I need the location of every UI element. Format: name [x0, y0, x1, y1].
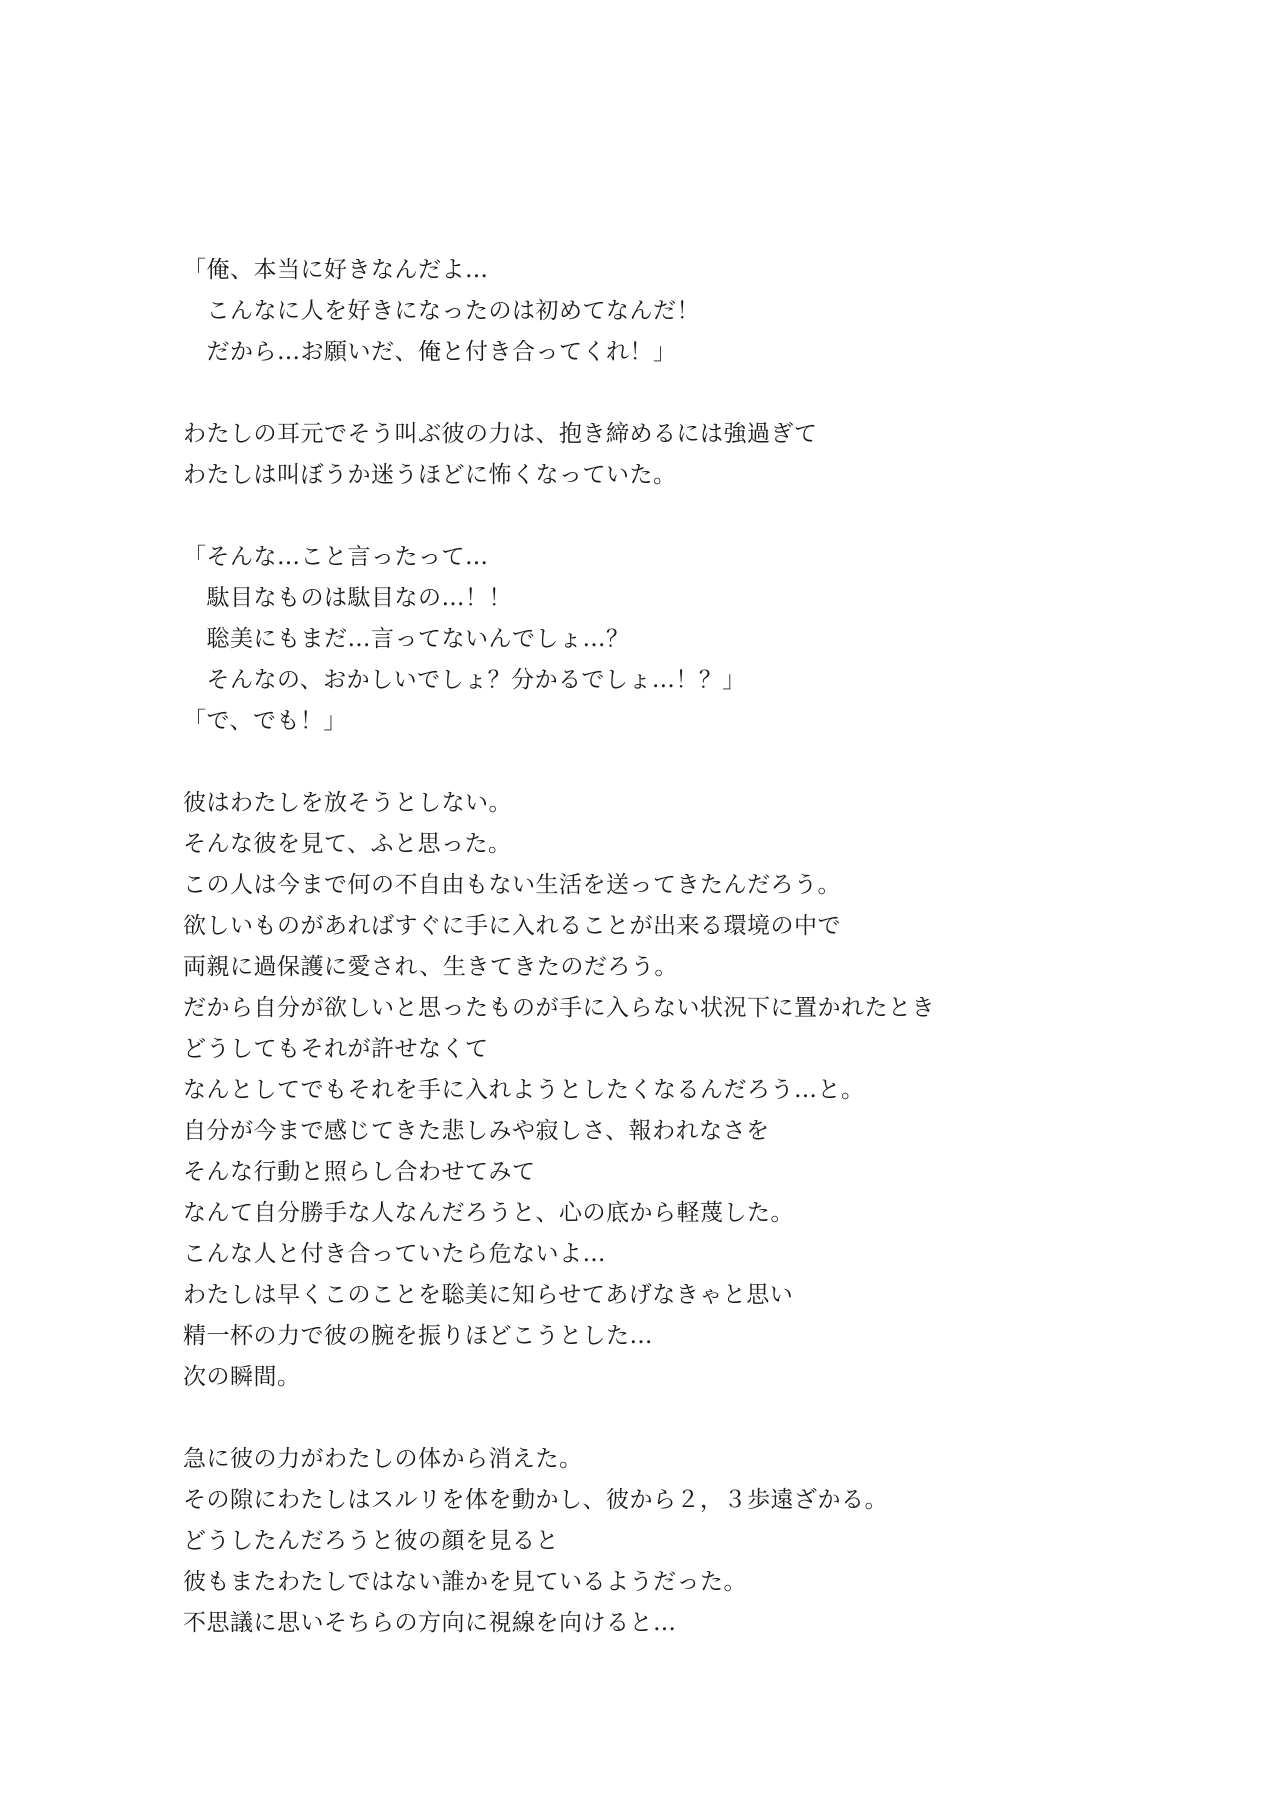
text-line: こんな人と付き合っていたら危ないよ… — [183, 1241, 606, 1267]
text-line: 不思議に思いそちらの方向に視線を向けると… — [183, 1610, 677, 1636]
text-line: どうしたんだろうと彼の顔を見ると — [183, 1528, 559, 1554]
text-line: だから…お願いだ、俺と付き合ってくれ！」 — [183, 339, 677, 365]
story-text — [183, 250, 1183, 1644]
text-line: 「で、でも！」 — [183, 708, 348, 734]
text-line: 精一杯の力で彼の腕を振りほどこうとした… — [183, 1323, 653, 1349]
paragraph-gap — [183, 496, 1183, 537]
paragraph-gap — [183, 373, 1183, 414]
text-line: そんなの、おかしいでしょ？分かるでしょ…！？」 — [183, 667, 746, 693]
text-line: その隙にわたしはスルリを体を動かし、彼から２，３歩遠ざかる。 — [183, 1487, 888, 1513]
text-line: この人は今まで何の不自由もない生活を送ってきたんだろう。 — [183, 872, 841, 898]
text-line: 両親に過保護に愛され、生きてきたのだろう。 — [183, 954, 678, 980]
text-line: 駄目なものは駄目なの…！！ — [183, 585, 512, 611]
text-line: 急に彼の力がわたしの体から消えた。 — [183, 1446, 583, 1472]
text-line: そんな行動と照らし合わせてみて — [183, 1159, 536, 1185]
text-line: なんとしてでもそれを手に入れようとしたくなるんだろう…と。 — [183, 1077, 865, 1103]
paragraph-gap — [183, 742, 1183, 783]
text-line: わたしは叫ぼうか迷うほどに怖くなっていた。 — [183, 462, 677, 488]
text-line: 彼もまたわたしではない誰かを見ているようだった。 — [183, 1569, 747, 1595]
text-line: こんなに人を好きになったのは初めてなんだ！ — [183, 298, 700, 324]
text-line: わたしは早くこのことを聡美に知らせてあげなきゃと思い — [183, 1282, 794, 1308]
text-line: 聡美にもまだ…言ってないんでしょ…？ — [183, 626, 630, 652]
text-line: 彼はわたしを放そうとしない。 — [183, 790, 512, 816]
text-line: そんな彼を見て、ふと思った。 — [183, 831, 512, 857]
text-line: 次の瞬間。 — [183, 1364, 301, 1390]
text-line: 自分が今まで感じてきた悲しみや寂しさ、報われなさを — [183, 1118, 770, 1144]
text-line: わたしの耳元でそう叫ぶ彼の力は、抱き締めるには強過ぎて — [183, 421, 818, 447]
text-line: 「俺、本当に好きなんだよ… — [183, 257, 489, 283]
paragraph-gap — [183, 1398, 1183, 1439]
text-line: 「そんな…こと言ったって… — [183, 544, 489, 570]
text-line: どうしてもそれが許せなくて — [183, 1036, 489, 1062]
text-line: 欲しいものがあればすぐに手に入れることが出来る環境の中で — [183, 913, 841, 939]
text-line: だから自分が欲しいと思ったものが手に入らない状況下に置かれたとき — [183, 995, 935, 1021]
text-line: なんて自分勝手な人なんだろうと、心の底から軽蔑した。 — [183, 1200, 794, 1226]
